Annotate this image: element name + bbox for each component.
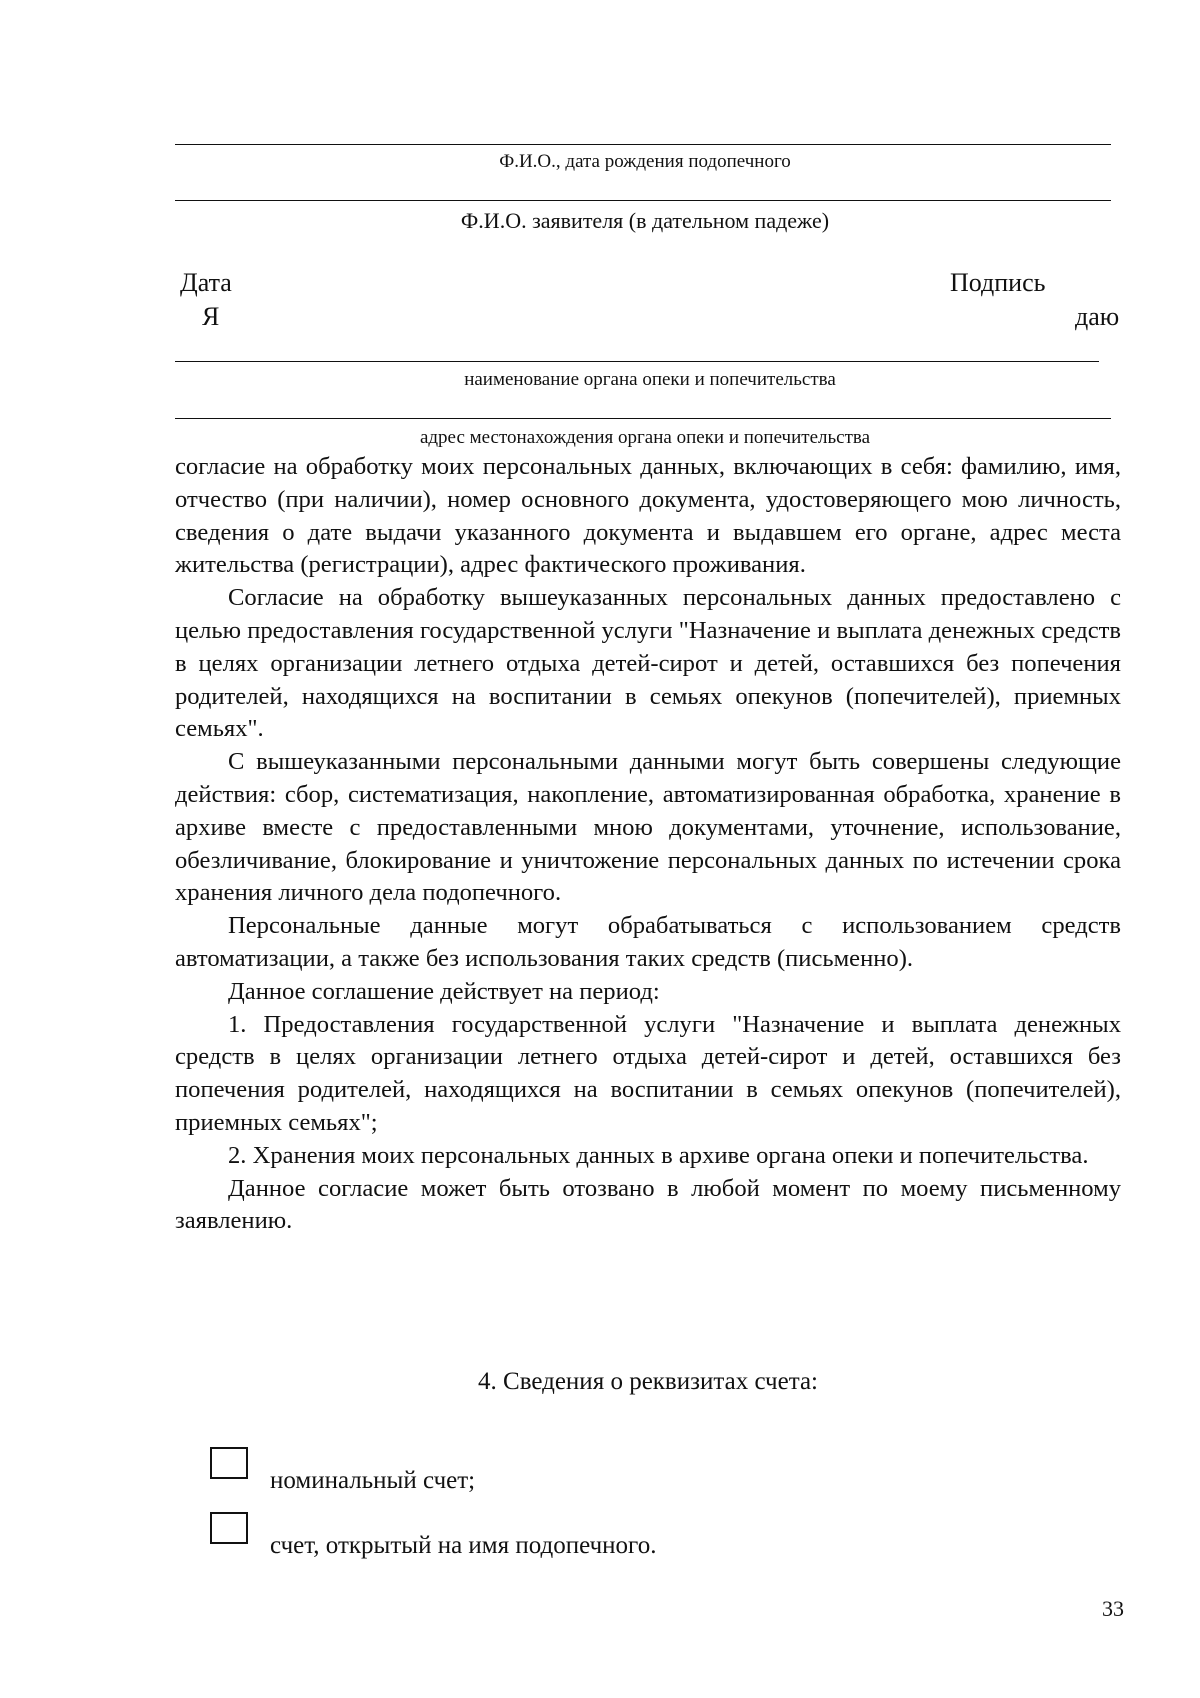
consent-item-1: 1. Предоставления государственной услуги "Назначение и выплата денежных средств в целях организации летнего отдыха детей-сирот и детей, оставшихся без попечения родителей, находящихся на воспитании в семьях опекунов (попечителей), приемных семьях"; <box>175 1010 1121 1136</box>
consent-paragraph-2: Согласие на обработку вышеуказанных персональных данных предоставлено с целью предоставления государственной услуги "Назначение и выплата денежных средств в целях организации летнего отдыха детей-сирот и детей, оставшихся без попечения родителей, находящихся на воспитании в семьях опекунов (попечителей), приемных семьях". <box>175 584 1121 743</box>
applicant-name-caption: Ф.И.О. заявителя (в дательном падеже) <box>460 208 830 233</box>
authority-name-line[interactable] <box>175 361 1099 362</box>
consent-paragraph-6: Данное согласие может быть отозвано в любой момент по моему письменному заявлению. <box>175 1174 1121 1235</box>
consent-text <box>175 451 1121 1238</box>
consent-item-2: 2. Хранения моих персональных данных в архиве органа опеки и попечительства. <box>228 1141 1089 1169</box>
ward-account-label: счет, открытый на имя подопечного. <box>270 1532 657 1559</box>
consent-paragraph-1: согласие на обработку моих персональных данных, включающих в себя: фамилию, имя, отчество (при наличии), номер основного документа, удостоверяющего мою личность, сведения о дате выдачи указанного документа и выдавшем его органе, адрес места жительства (регистрации), адрес фактического проживания. <box>175 453 1121 579</box>
page-number: 33 <box>1102 1596 1124 1621</box>
nominal-account-checkbox[interactable] <box>210 1447 248 1479</box>
ward-account-checkbox[interactable] <box>210 1512 248 1544</box>
i-label: Я <box>202 302 220 331</box>
consent-paragraph-3: С вышеуказанными персональными данными могут быть совершены следующие действия: сбор, систематизация, накопление, автоматизированная обработка, хранение в архиве вместе с предоставленными мною документами, уточнение, использование, обезличивание, блокирование и уничтожение персональных данных по истечении срока хранения личного дела подопечного. <box>175 748 1121 907</box>
authority-address-line[interactable] <box>175 418 1111 419</box>
nominal-account-label: номинальный счет; <box>270 1467 476 1494</box>
consent-paragraph-5: Данное соглашение действует на период: <box>228 977 660 1005</box>
ward-name-line[interactable] <box>175 144 1111 145</box>
applicant-name-line[interactable] <box>175 200 1111 201</box>
consent-paragraph-4: Персональные данные могут обрабатываться с использованием средств автоматизации, а также без использования таких средств (письменно). <box>175 912 1121 972</box>
authority-name-caption: наименование органа опеки и попечительства <box>464 369 836 390</box>
ward-name-caption: Ф.И.О., дата рождения подопечного <box>499 151 791 172</box>
account-section-heading: 4. Сведения о реквизитах счета: <box>478 1368 818 1395</box>
authority-address-caption: адрес местонахождения органа опеки и попечительства <box>419 427 871 448</box>
signature-label: Подпись <box>950 268 1046 297</box>
give-label: даю <box>1075 302 1120 331</box>
date-label: Дата <box>180 268 232 297</box>
